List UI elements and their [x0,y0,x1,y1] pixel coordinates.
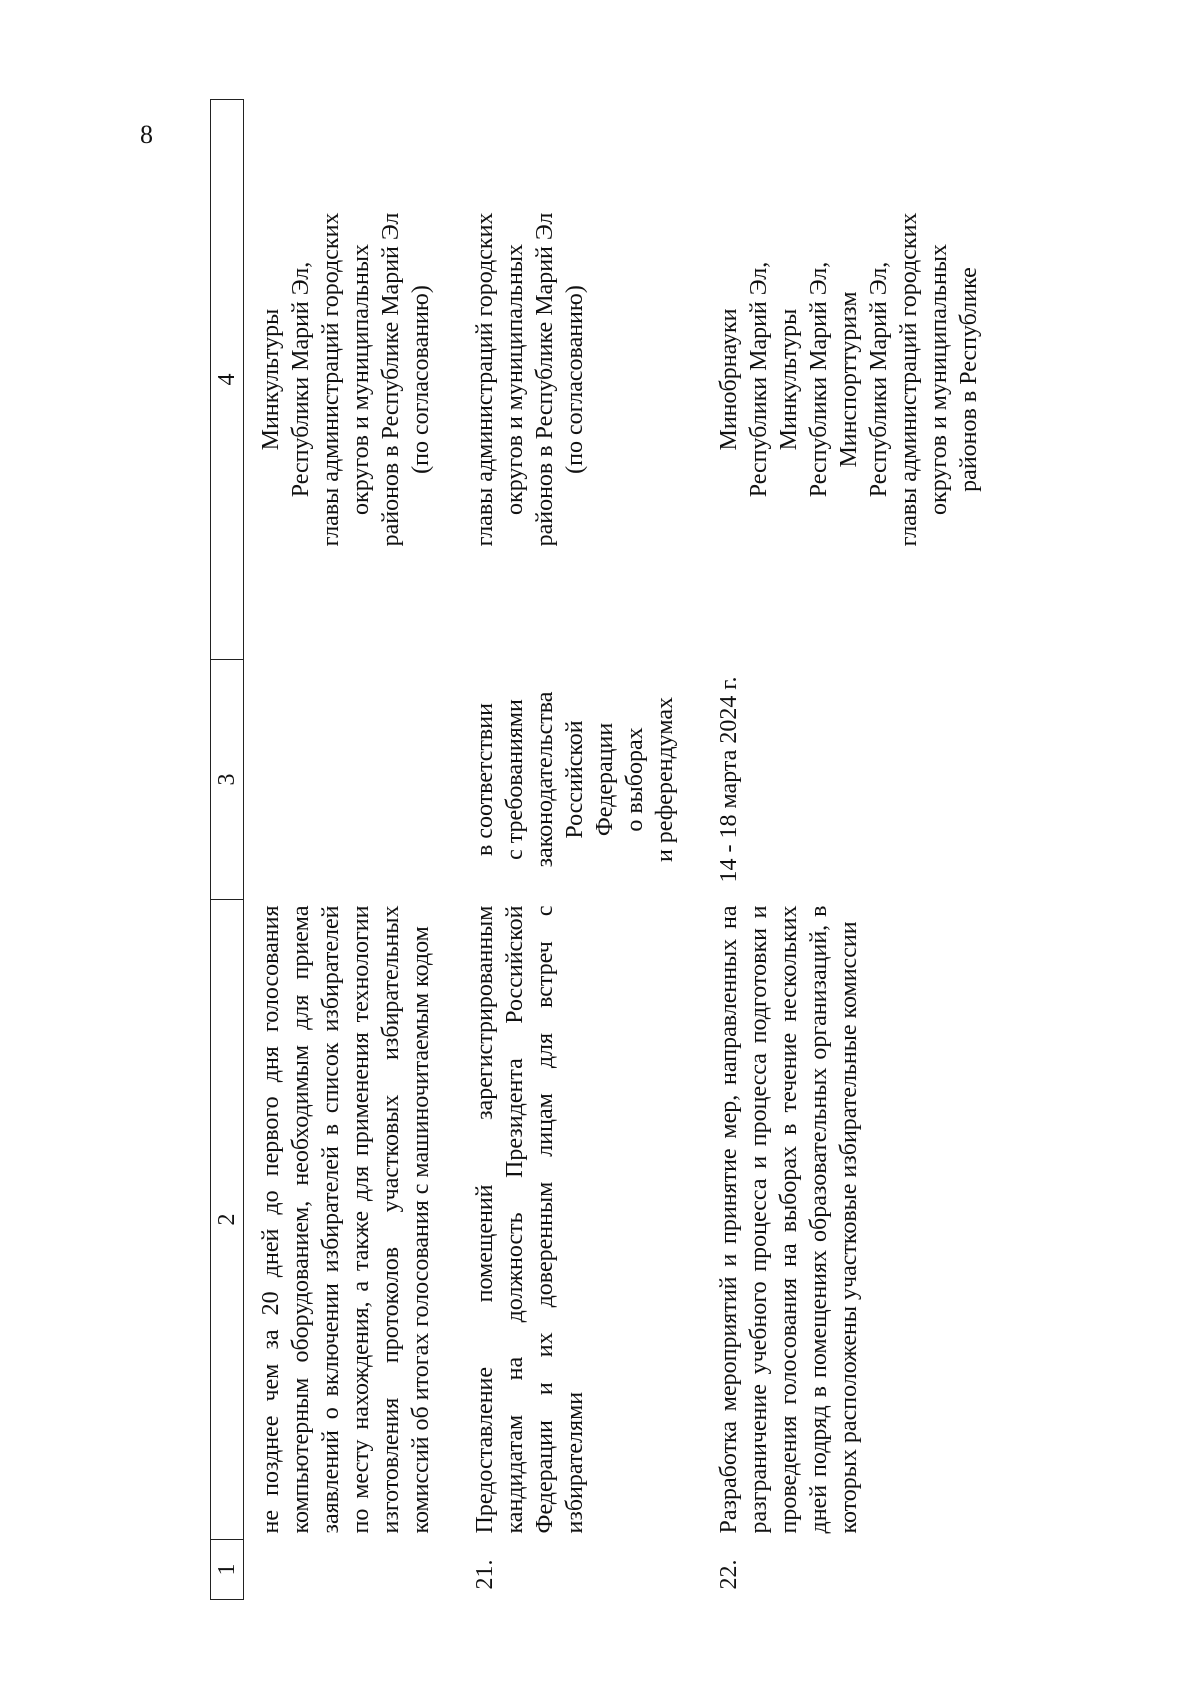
responsible-line: Минкультуры [258,308,284,451]
responsible-line: главы администраций городских [472,212,498,547]
row-description: Предоставление помещений зарегистрированным кандидатам на должность Президента Российской Федерации и их доверенным лицам для встреч с избирателями [472,905,588,1534]
events-table [210,99,1018,1600]
responsible-line: Республики Марий Эл, [746,261,772,498]
responsible-line: районов в Республике Марий Эл [532,212,558,547]
row-number: 22. [716,1559,742,1590]
responsible-line: главы администраций городских [896,212,922,547]
table-row [714,100,1018,1600]
responsible-line: Республики Марий Эл, [288,261,314,498]
responsible-line: округов и муниципальных [348,244,374,515]
responsible-line: Республики Марий Эл, [806,261,832,498]
table-header-row [211,100,244,1600]
responsible-line: Минкультуры [776,308,802,451]
rotated-page [110,0,1100,1600]
responsible-line: (по согласованию) [562,285,588,474]
term-line: с требованиями [502,699,528,860]
responsible-line: округов и муниципальных [502,244,528,515]
row-responsible [244,100,471,660]
term-line: Федерации [592,722,618,837]
term-line: Российской [562,720,588,839]
term-line: законодательства [532,691,558,868]
page-number: 8 [140,120,153,149]
responsible-line: районов в Республике [956,267,982,492]
row-number: 21. [472,1559,498,1590]
header-col-2: 2 [211,900,244,1540]
row-responsible [470,100,714,660]
responsible-line: районов в Республике Марий Эл [378,212,404,547]
row-description: Разработка мероприятий и принятие мер, направленных на разграничение учебного процесса и процесса подготовки и проведения голосования на выборах в течение нескольких дней подряд в помещениях образовательных организаций, в которых расположены участковые избирательные комиссии [716,905,862,1534]
table-row [244,100,471,1600]
row-number [244,1540,471,1600]
term-line: 14 - 18 марта 2024 г. [716,676,742,883]
responsible-line: Минспорттуризм [836,291,862,468]
header-col-1: 1 [211,1540,244,1600]
responsible-line: Республики Марий Эл, [866,261,892,498]
row-description: не позднее чем за 20 дней до первого дня голосования компьютерным оборудованием, необходимым для приема заявлений о включении избирателей в список избирателей по месту нахождения, а также для применения технологии изготовления протоколов участковых избирательных комиссий об итогах голосования с машиночитаемым кодом [258,905,434,1534]
row-responsible [714,100,1018,660]
responsible-line: (по согласованию) [408,285,434,474]
row-term [714,660,1018,900]
responsible-line: главы администраций городских [318,212,344,547]
row-term [244,660,471,900]
term-line: о выборах [622,727,648,832]
header-col-4: 4 [211,100,244,660]
responsible-line: Минобрнауки [716,308,742,451]
row-term [470,660,714,900]
header-col-3: 3 [211,660,244,900]
term-line: и референдумах [652,696,678,863]
term-line: в соответствии [472,703,498,856]
responsible-line: округов и муниципальных [926,244,952,515]
table-row [470,100,714,1600]
